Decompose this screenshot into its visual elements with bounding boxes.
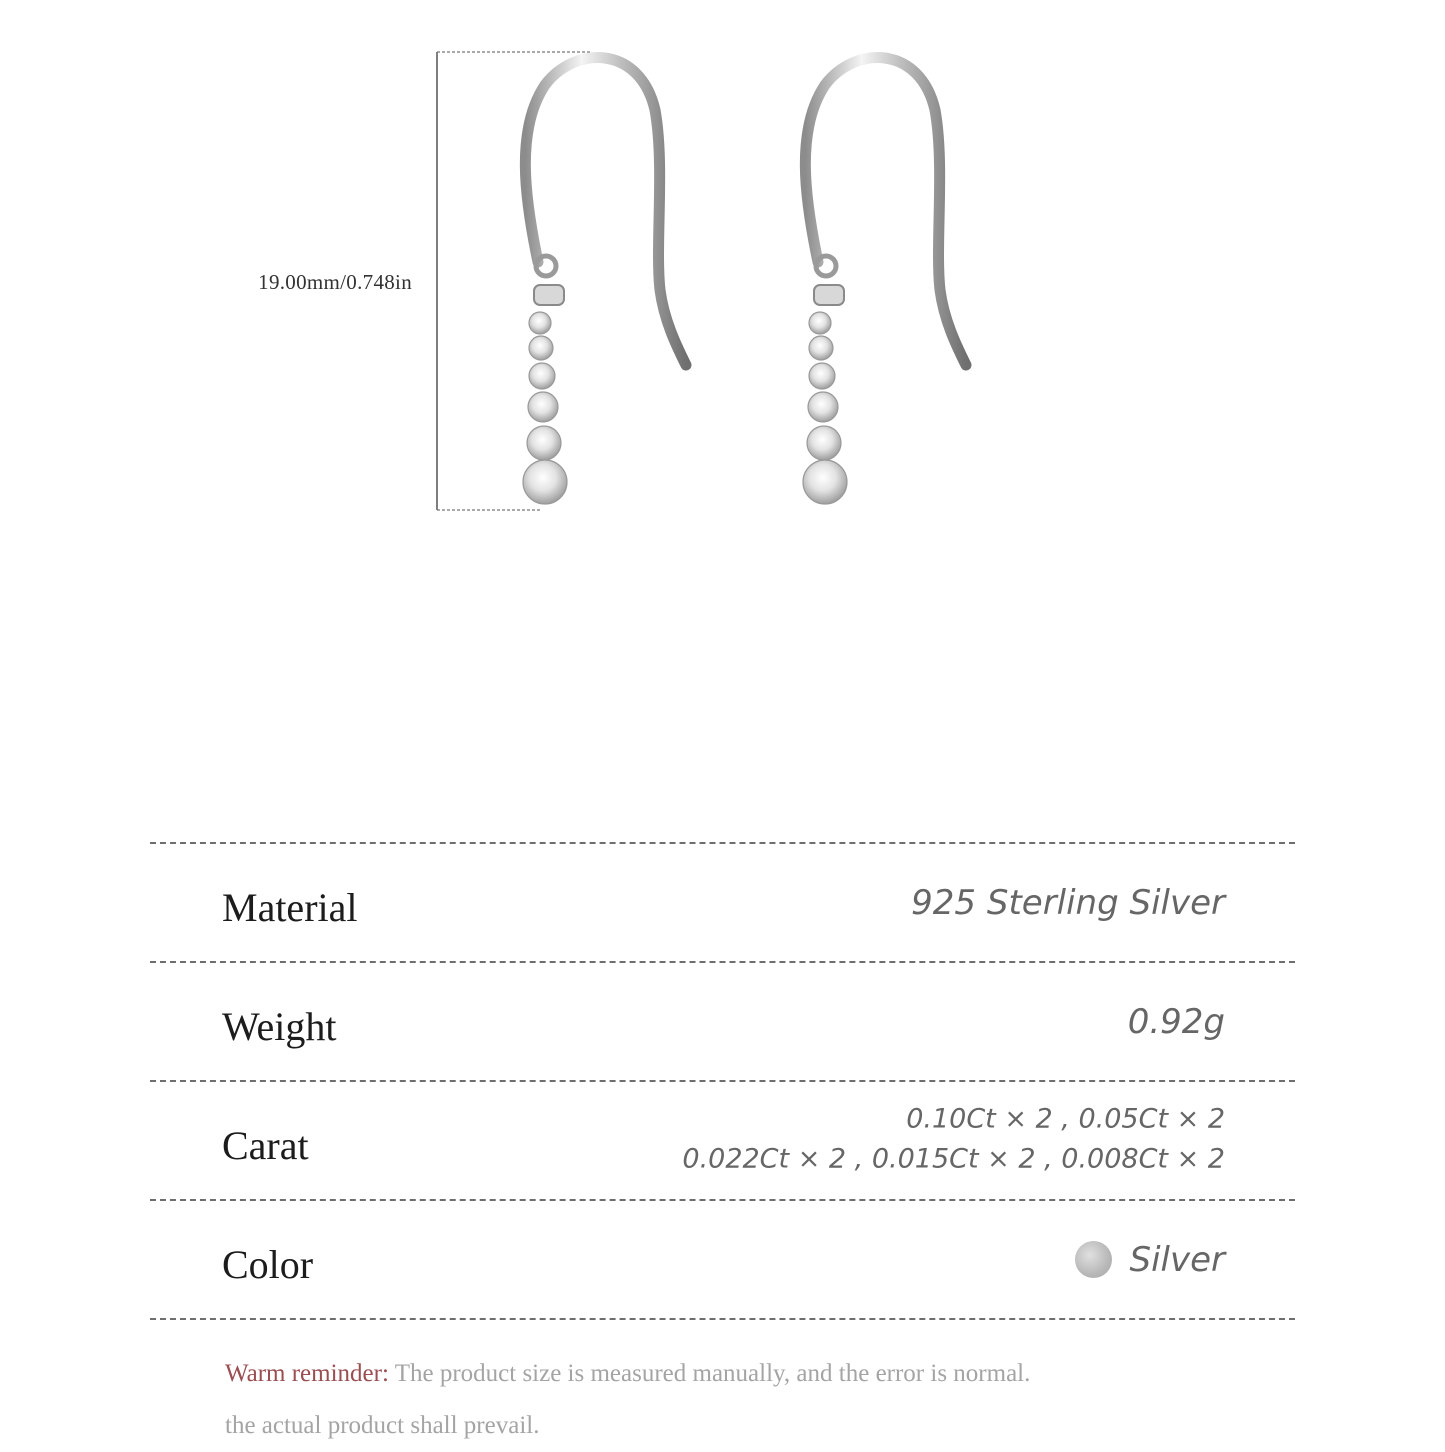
reminder-line-2: the actual product shall prevail. <box>225 1412 540 1439</box>
right-gem-column <box>803 312 847 504</box>
reminder-line-1 <box>225 1348 1225 1400</box>
spec-value-color <box>1075 1240 1226 1280</box>
spec-value-line: 0.022Ct × 2 , 0.015Ct × 2 , 0.008Ct × 2 <box>682 1142 1225 1174</box>
reminder-text-1: The product size is measured manually, and the error is normal. <box>388 1360 1031 1387</box>
spec-label-carat: Carat <box>222 1122 309 1168</box>
right-earring <box>803 58 966 504</box>
spec-row-carat <box>150 1082 1295 1199</box>
spec-label-material: Material <box>222 884 358 930</box>
left-gem-column <box>523 312 567 504</box>
dimension-bracket <box>437 52 590 510</box>
color-swatch-icon <box>1075 1241 1112 1278</box>
reminder-prefix: Warm reminder: <box>225 1360 389 1387</box>
spec-row-color <box>150 1201 1295 1318</box>
spec-value-line: 0.10Ct × 2 , 0.05Ct × 2 <box>906 1102 1225 1134</box>
spec-label-color: Color <box>222 1241 314 1287</box>
spec-value-line: 0.92g <box>1127 1001 1225 1042</box>
spec-value-weight <box>1128 1002 1225 1042</box>
spec-row-weight <box>150 963 1295 1080</box>
spec-value-line: Silver <box>1129 1239 1225 1280</box>
spec-label-weight: Weight <box>222 1003 337 1049</box>
spec-value-line: 925 Sterling Silver <box>911 882 1225 923</box>
spec-row-material <box>150 844 1295 961</box>
spec-value-carat <box>682 1099 1225 1179</box>
dimension-label: 19.00mm/0.748in <box>258 270 412 294</box>
divider <box>150 1318 1295 1320</box>
spec-table <box>150 842 1295 1320</box>
warm-reminder <box>225 1348 1225 1452</box>
left-earring <box>523 58 686 504</box>
spec-value-material <box>911 883 1225 923</box>
